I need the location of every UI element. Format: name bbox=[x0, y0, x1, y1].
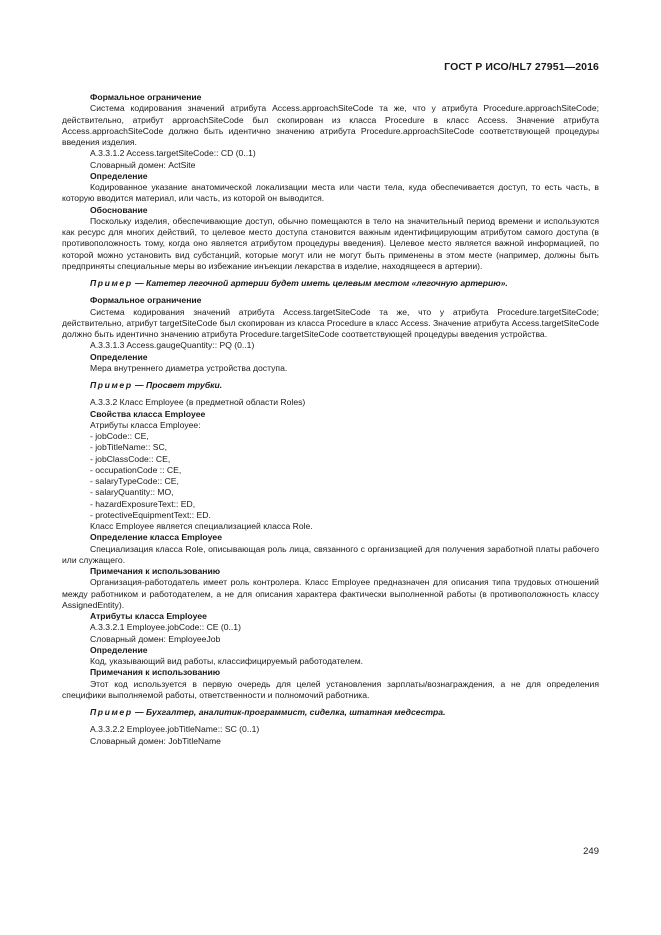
heading-formal-constraint: Формальное ограничение bbox=[90, 92, 202, 102]
heading-usage-notes: Примечания к использованию bbox=[90, 667, 221, 678]
heading-usage-notes: Примечания к использованию bbox=[90, 566, 221, 576]
example bbox=[90, 380, 599, 391]
paragraph: Специализация класса Role, описывающая роль лица, связанного с организацией для получения заработной платы рабочего или служащего. bbox=[62, 543, 599, 565]
paragraph: Этот код используется в первую очередь для целей установления зарплаты/вознаграждения, а не для определения специфики выполняемой работы, ответственности и полномочий работника. bbox=[62, 678, 599, 700]
list-item: - jobClassCode:: CE, bbox=[90, 453, 171, 464]
page-number: 249 bbox=[583, 846, 599, 857]
example-text: — Катетер легочной артерии будет иметь целевым местом «легочную артерию». bbox=[132, 278, 508, 288]
attribute-title: A.3.3.1.3 Access.gaugeQuantity:: PQ (0..1) bbox=[90, 340, 255, 351]
list-item: - salaryQuantity:: MO, bbox=[90, 487, 174, 498]
vocabulary-domain: Словарный домен: ActSite bbox=[90, 159, 196, 170]
paragraph: Код, указывающий вид работы, классифицируемый работодателем. bbox=[90, 656, 364, 666]
attribute-list bbox=[90, 431, 599, 521]
attribute-title: A.3.3.1.2 Access.targetSiteCode:: CD (0..1) bbox=[90, 148, 256, 159]
vocabulary-domain: Словарный домен: EmployeeJob bbox=[90, 633, 221, 644]
example bbox=[90, 278, 599, 289]
paragraph: Система кодирования значений атрибута Access.targetSiteCode та же, что у атрибута Procedure.targetSiteCode; действительно, атрибут targetSiteCode был скопирован из класса Procedure в класс Access. Значение атрибута Access.targetSiteCode должно быть идентично значению атрибута Procedure.targetSiteCode соответствующей процедуры введения устройства. bbox=[62, 306, 600, 339]
paragraph: Кодированное указание анатомической локализации места или части тела, куда обеспечивается доступ, то есть часть, в которую вводится материал, или часть, из которой он выводится. bbox=[62, 182, 599, 204]
attributes-intro: Атрибуты класса Employee: bbox=[90, 419, 201, 430]
paragraph: Класс Employee является специализацией класса Role. bbox=[90, 521, 313, 531]
paragraph: Поскольку изделия, обеспечивающие доступ, обычно помещаются в тело на значительный период времени и используются как ресурс для многих действий, то целевое место доступа становится важным идентифицирующим атрибутом самого доступа (в противоположность тому, когда оно является атрибутом процедуры введения). Целевое место является важной информацией, по которой можно установить вид субстанций, которые могут или не могут быть применены в этом месте (например, должны быть предприняты специальные меры во избежание инъекции лекарства в изделие, находящееся в артерии). bbox=[62, 215, 599, 271]
example-label: Пример bbox=[90, 278, 133, 288]
heading-definition: Определение bbox=[90, 644, 148, 655]
paragraph: Организация-работодатель имеет роль контролера. Класс Employee предназначен для описания типа трудовых отношений между работником и работодателем, а не для описания характера фактически выполненной работы (в противоположность классу AssignedEntity). bbox=[62, 577, 599, 610]
list-item: - occupationCode :: CE, bbox=[90, 464, 182, 475]
list-item: - hazardExposureText:: ED, bbox=[90, 498, 196, 509]
example-text: — Бухгалтер, аналитик-программист, сиделка, штатная медсестра. bbox=[132, 707, 446, 717]
example-label: Пример bbox=[90, 380, 133, 390]
list-item: - jobCode:: CE, bbox=[90, 431, 149, 441]
heading-class-attributes: Атрибуты класса Employee bbox=[90, 611, 207, 621]
section-title: A.3.3.2 Класс Employee (в предметной области Roles) bbox=[90, 397, 306, 408]
document-header: ГОСТ Р ИСО/HL7 27951—2016 bbox=[444, 61, 599, 73]
example-label: Пример bbox=[90, 707, 133, 717]
heading-definition: Определение bbox=[90, 170, 148, 181]
vocabulary-domain: Словарный домен: JobTitleName bbox=[90, 735, 221, 746]
heading-class-definition: Определение класса Employee bbox=[90, 532, 222, 543]
heading-class-properties: Свойства класса Employee bbox=[90, 408, 206, 419]
paragraph: Мера внутреннего диаметра устройства доступа. bbox=[90, 362, 288, 373]
list-item: - jobTitleName:: SC, bbox=[90, 442, 168, 453]
heading-definition: Определение bbox=[90, 351, 148, 362]
attribute-title: A.3.3.2.2 Employee.jobTitleName:: SC (0..1) bbox=[90, 724, 260, 735]
heading-rationale: Обоснование bbox=[90, 204, 148, 215]
example-text: — Просвет трубки. bbox=[132, 380, 223, 390]
paragraph: Система кодирования значений атрибута Access.approachSiteCode та же, что у атрибута Procedure.approachSiteCode; действительно, атрибут approachSiteCode был скопирован из класса Procedure в класс Access. Значение атрибута Access.approachSiteCode должно быть идентично значению атрибута Procedure.approachSiteCode соответствующей процедуры введения изделия. bbox=[62, 103, 599, 147]
heading-formal-constraint: Формальное ограничение bbox=[90, 295, 202, 306]
list-item: - salaryTypeCode:: CE, bbox=[90, 476, 179, 486]
list-item: - protectiveEquipmentText:: ED. bbox=[90, 509, 211, 520]
page-body bbox=[62, 92, 599, 747]
attribute-title: A.3.3.2.1 Employee.jobCode:: CE (0..1) bbox=[90, 622, 241, 633]
example bbox=[90, 707, 599, 718]
